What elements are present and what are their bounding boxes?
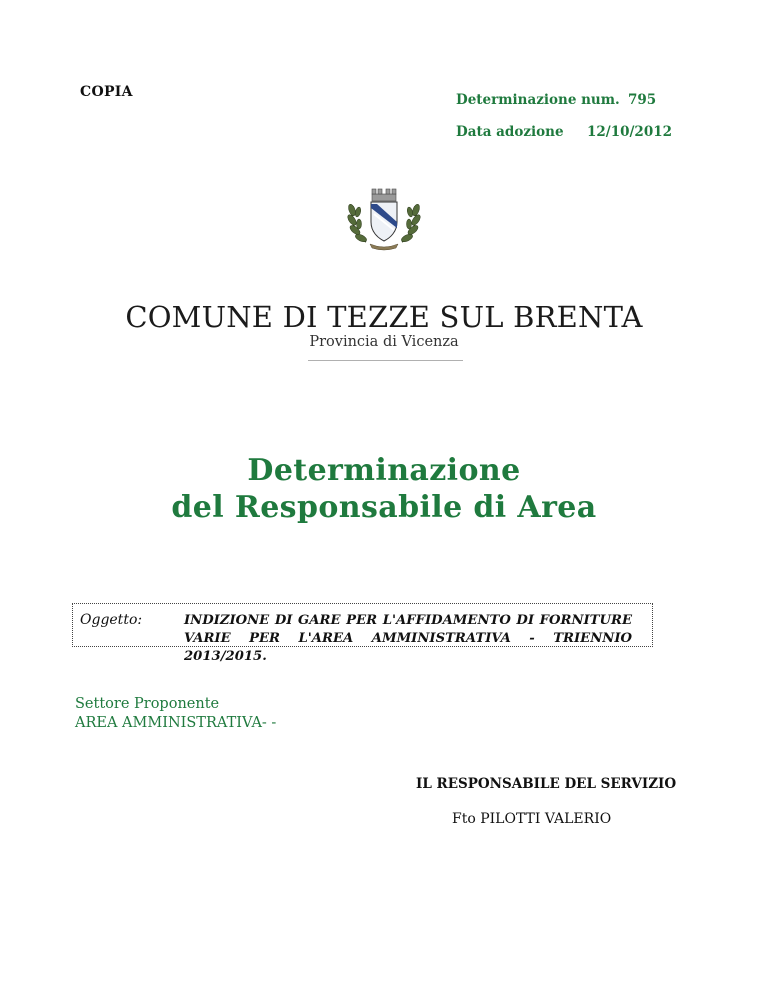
adoption-date: 12/10/2012 — [587, 124, 673, 140]
adoption-date-label: Data adozione — [456, 124, 564, 140]
municipal-crest-icon — [344, 184, 424, 252]
signature-name: Fto PILOTTI VALERIO — [452, 811, 612, 827]
province-name: Provincia di Vicenza — [309, 334, 459, 350]
signature-title: IL RESPONSABILE DEL SERVIZIO — [416, 776, 677, 792]
subject-label: Oggetto: — [80, 612, 143, 628]
divider — [308, 360, 463, 361]
document-title-line2: del Responsabile di Area — [171, 490, 597, 525]
document-title-line1: Determinazione — [247, 453, 521, 488]
sector-label: Settore Proponente — [75, 696, 220, 712]
copy-label: COPIA — [80, 84, 133, 100]
determination-number-label: Determinazione num. — [456, 92, 620, 108]
sector-value: AREA AMMINISTRATIVA- - — [75, 715, 277, 731]
determination-number: 795 — [628, 92, 657, 108]
subject-text — [184, 612, 632, 666]
municipality-name: COMUNE DI TEZZE SUL BRENTA — [125, 300, 643, 334]
subject-text-line1: INDIZIONE DI GARE PER L'AFFIDAMENTO DI FORNITURE — [184, 613, 632, 628]
subject-text-line2: VARIE PER L'AREA AMMINISTRATIVA - TRIENNIO 2013/2015. — [184, 631, 632, 664]
document-title — [0, 452, 768, 526]
